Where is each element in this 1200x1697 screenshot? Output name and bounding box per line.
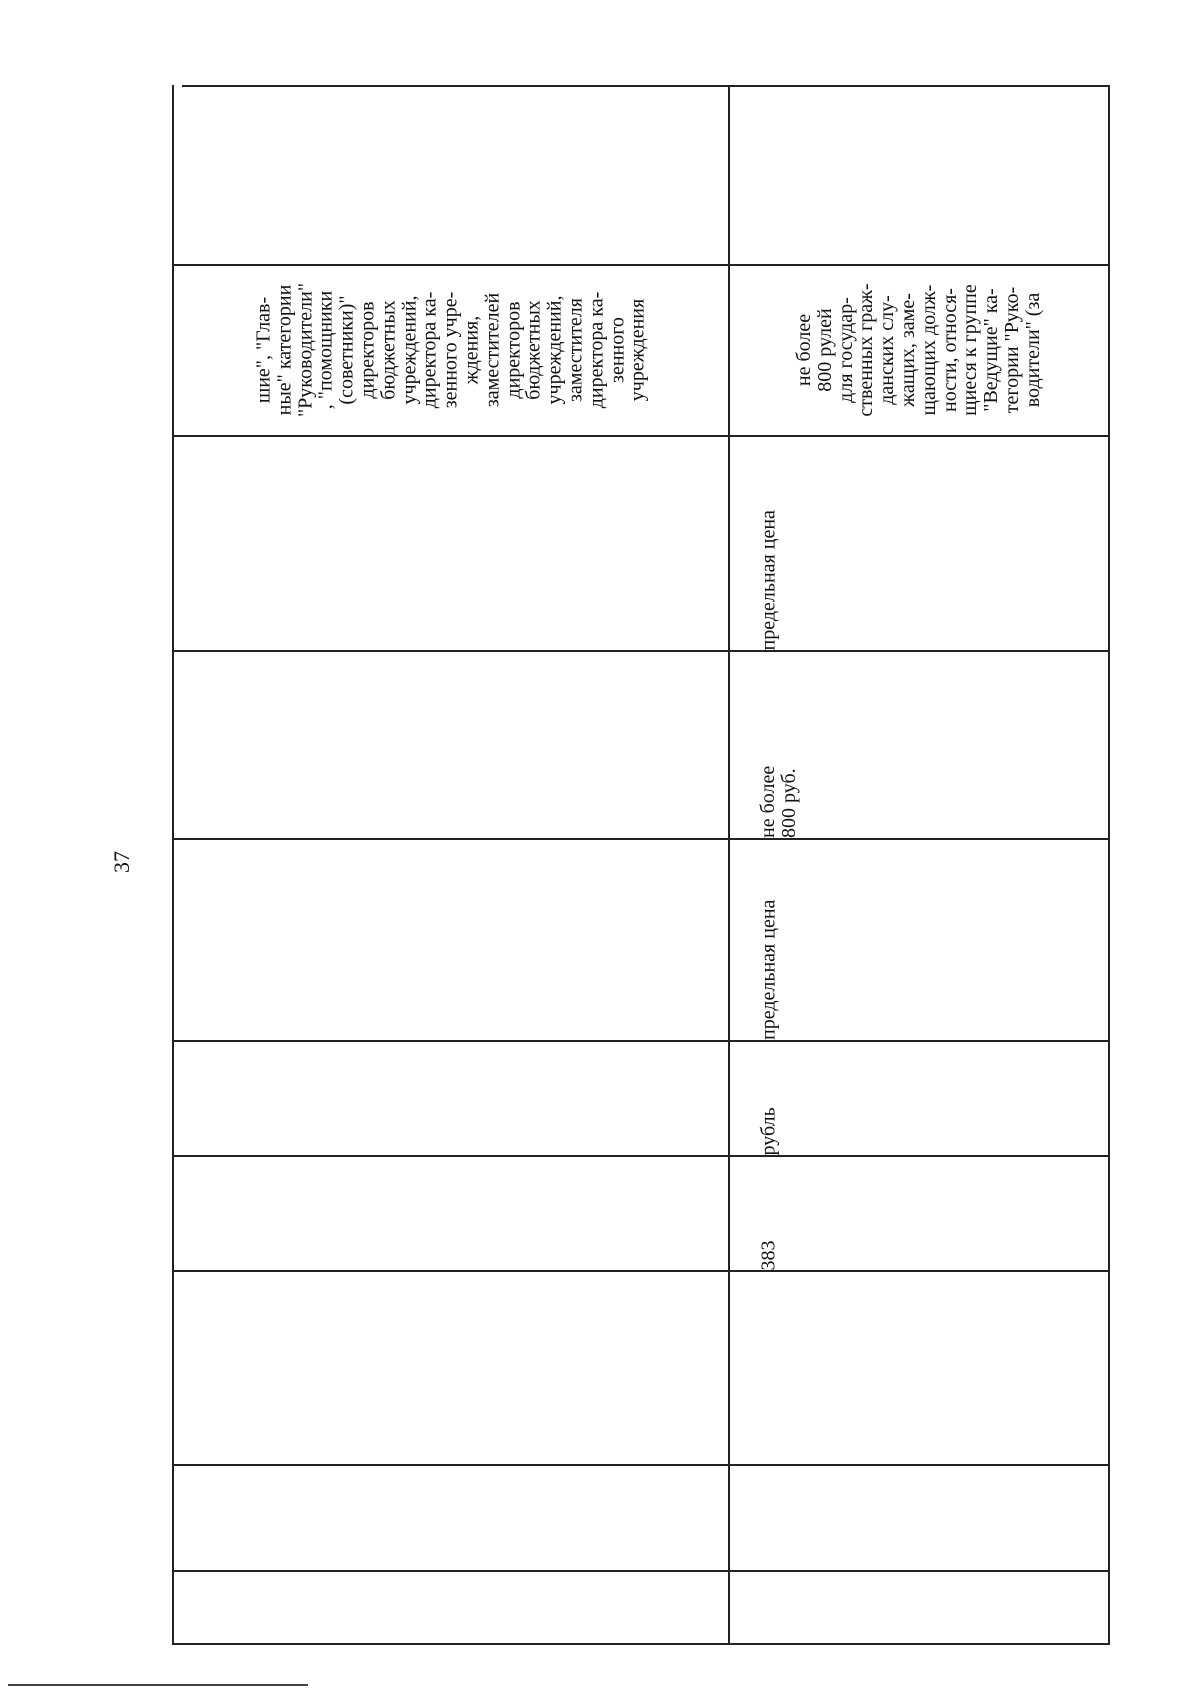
responsible-line: директоров bbox=[501, 301, 524, 399]
cell-row2-unit bbox=[730, 1040, 1108, 1155]
table-border-right bbox=[182, 85, 1110, 87]
responsible-line: , "помощники bbox=[314, 290, 337, 410]
responsible-line: директора ка- bbox=[418, 291, 441, 409]
responsible-line: заместителя bbox=[564, 298, 587, 402]
responsible-line: водители" (за bbox=[1021, 292, 1044, 408]
cell-row2-characteristic-2 bbox=[730, 435, 1108, 650]
responsible-line: "Ведущие" ка- bbox=[980, 288, 1003, 412]
value-line: 800 руб. bbox=[778, 768, 800, 838]
responsible-line: жащих, заме- bbox=[897, 293, 920, 407]
responsible-line: щиеся к группе bbox=[959, 284, 982, 416]
responsible-line: ственных граж- bbox=[855, 283, 878, 417]
responsible-line: зенного bbox=[605, 317, 628, 383]
responsible-line: ности, относя- bbox=[938, 288, 961, 412]
responsible-line: бюджетных bbox=[522, 300, 545, 400]
cell-row2-responsible bbox=[730, 264, 1108, 436]
responsible-line: бюджетных bbox=[377, 300, 400, 400]
column-divider bbox=[172, 1464, 1110, 1466]
responsible-line: тегории "Руко- bbox=[1001, 286, 1024, 414]
responsible-line: заместителей bbox=[481, 292, 504, 408]
code-value: 383 bbox=[757, 1240, 780, 1270]
responsible-line: шие", "Глав- bbox=[252, 296, 275, 404]
page-number: 37 bbox=[109, 851, 134, 873]
responsible-line: учреждений, bbox=[543, 295, 566, 405]
characteristic-value: предельная цена bbox=[757, 899, 780, 1040]
responsible-line: "Руководители" bbox=[294, 282, 317, 418]
cell-row2-code bbox=[730, 1155, 1108, 1270]
cell-row2-value bbox=[730, 650, 1108, 838]
table-border-top bbox=[172, 1643, 1110, 1645]
responsible-line: для государ- bbox=[834, 297, 857, 403]
responsible-line: (советники)" bbox=[335, 295, 358, 405]
responsible-line: ные" категории bbox=[273, 284, 296, 416]
footer-rule bbox=[8, 1684, 308, 1686]
table-border-bottom bbox=[172, 1570, 1110, 1572]
responsible-line: директора ка- bbox=[585, 291, 608, 409]
responsible-line: учреждений, bbox=[398, 295, 421, 405]
column-divider bbox=[172, 1270, 1110, 1272]
responsible-line: данских слу- bbox=[876, 295, 899, 405]
value-line: не более bbox=[757, 765, 780, 838]
characteristic-value: предельная цена bbox=[757, 509, 780, 650]
responsible-line: 800 рулей bbox=[814, 308, 837, 392]
table-border-right-edge bbox=[1108, 85, 1110, 1645]
unit-value: рубль bbox=[757, 1106, 780, 1155]
responsible-line: директоров bbox=[356, 301, 379, 399]
cell-row1-responsible bbox=[174, 264, 728, 436]
responsible-line: учреждения bbox=[626, 298, 649, 402]
responsible-line: ждения, bbox=[460, 315, 483, 385]
responsible-line: щающих долж- bbox=[918, 284, 940, 416]
responsible-line: не более bbox=[793, 313, 816, 387]
cell-row2-characteristic bbox=[730, 838, 1108, 1040]
responsible-line: зенного учре- bbox=[439, 291, 462, 409]
